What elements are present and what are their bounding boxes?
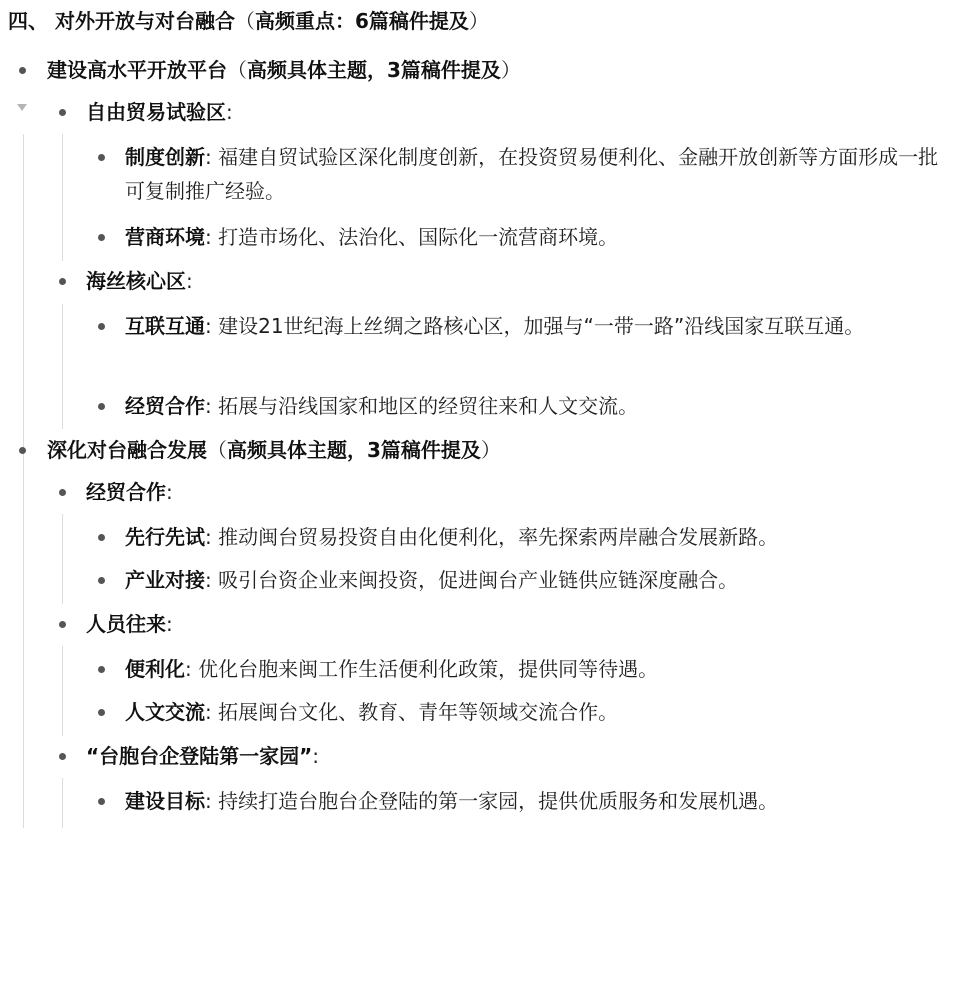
item-text: 优化台胞来闽工作生活便利化政策，提供同等待遇。	[198, 657, 659, 681]
item-text: 推动闽台贸易投资自由化便利化，率先探索两岸融合发展新路。	[218, 525, 779, 549]
collapse-caret-icon[interactable]	[17, 104, 27, 111]
list-item: 产业对接: 吸引台资企业来闽投资，促进闽台产业链供应链深度融合。	[125, 568, 739, 592]
bullet-icon	[98, 323, 105, 330]
topic-title: 深化对台融合发展	[47, 438, 207, 462]
list-item: 便利化: 优化台胞来闽工作生活便利化政策，提供同等待遇。	[125, 657, 659, 681]
bullet-icon	[19, 447, 26, 454]
bullet-icon	[59, 621, 66, 628]
group-title: 人员往来	[86, 612, 166, 636]
bullet-icon	[98, 666, 105, 673]
list-item: 建设目标: 持续打造台胞台企登陆的第一家园，提供优质服务和发展机遇。	[125, 789, 779, 813]
group-heading: 海丝核心区:	[86, 269, 193, 293]
section-title: 四、 对外开放与对台融合	[8, 9, 235, 33]
list-item: 人文交流: 拓展闽台文化、教育、青年等领域交流合作。	[125, 700, 619, 724]
item-text: 建设21世纪海上丝绸之路核心区，加强与“一带一路”沿线国家互联互通。	[218, 314, 865, 338]
group-heading: 经贸合作:	[86, 480, 173, 504]
bullet-icon	[98, 709, 105, 716]
group-title: 海丝核心区	[86, 269, 186, 293]
item-label: 便利化	[125, 657, 185, 681]
group-heading: “台胞台企登陆第一家园”:	[86, 744, 320, 768]
item-text: 打造市场化、法治化、国际化一流营商环境。	[218, 225, 619, 249]
topic-heading: 建设高水平开放平台（高频具体主题，3篇稿件提及）	[47, 58, 521, 82]
indent-guide	[62, 646, 63, 736]
item-label: 营商环境	[125, 225, 205, 249]
bullet-icon	[59, 489, 66, 496]
bullet-icon	[98, 577, 105, 584]
item-label: 产业对接	[125, 568, 205, 592]
item-label: 互联互通	[125, 314, 205, 338]
indent-guide	[62, 778, 63, 828]
item-label: 经贸合作	[125, 394, 205, 418]
list-item: 互联互通: 建设21世纪海上丝绸之路核心区，加强与“一带一路”沿线国家互联互通。	[125, 314, 865, 338]
item-label: 制度创新	[125, 145, 205, 169]
item-label: 建设目标	[125, 789, 205, 813]
group-heading: 自由贸易试验区:	[86, 100, 233, 124]
topic-title: 建设高水平开放平台	[47, 58, 227, 82]
item-text: 吸引台资企业来闽投资，促进闽台产业链供应链深度融合。	[218, 568, 739, 592]
bullet-icon	[98, 534, 105, 541]
indent-guide	[23, 134, 24, 828]
bullet-icon	[19, 67, 26, 74]
bullet-icon	[59, 753, 66, 760]
item-label: 先行先试	[125, 525, 205, 549]
section-note: 高频重点：6篇稿件提及	[254, 9, 469, 33]
indent-guide	[62, 514, 63, 604]
group-heading: 人员往来:	[86, 612, 173, 636]
topic-heading: 深化对台融合发展（高频具体主题，3篇稿件提及）	[47, 438, 501, 462]
list-item: 营商环境: 打造市场化、法治化、国际化一流营商环境。	[125, 225, 619, 249]
bullet-icon	[59, 109, 66, 116]
bullet-icon	[98, 798, 105, 805]
group-title: 经贸合作	[86, 480, 166, 504]
bullet-icon	[59, 278, 66, 285]
section-heading: 四、 对外开放与对台融合（高频重点：6篇稿件提及）	[8, 9, 489, 33]
list-item: 先行先试: 推动闽台贸易投资自由化便利化，率先探索两岸融合发展新路。	[125, 525, 779, 549]
list-item: 制度创新: 福建自贸试验区深化制度创新，在投资贸易便利化、金融开放创新等方面形成一批可复制推广经验。	[125, 145, 939, 203]
topic-note: 高频具体主题，3篇稿件提及	[227, 438, 481, 462]
item-text: 持续打造台胞台企登陆的第一家园，提供优质服务和发展机遇。	[218, 789, 779, 813]
bullet-icon	[98, 234, 105, 241]
group-title: “台胞台企登陆第一家园”	[86, 744, 313, 768]
item-text: 福建自贸试验区深化制度创新，在投资贸易便利化、金融开放创新等方面形成一批可复制推广经验。	[125, 145, 939, 203]
item-text: 拓展与沿线国家和地区的经贸往来和人文交流。	[218, 394, 639, 418]
topic-note: 高频具体主题，3篇稿件提及	[247, 58, 501, 82]
group-title: 自由贸易试验区	[86, 100, 226, 124]
list-item: 经贸合作: 拓展与沿线国家和地区的经贸往来和人文交流。	[125, 394, 639, 418]
bullet-icon	[98, 403, 105, 410]
indent-guide	[62, 304, 63, 429]
bullet-icon	[98, 154, 105, 161]
item-label: 人文交流	[125, 700, 205, 724]
indent-guide	[62, 134, 63, 261]
item-text: 拓展闽台文化、教育、青年等领域交流合作。	[218, 700, 619, 724]
